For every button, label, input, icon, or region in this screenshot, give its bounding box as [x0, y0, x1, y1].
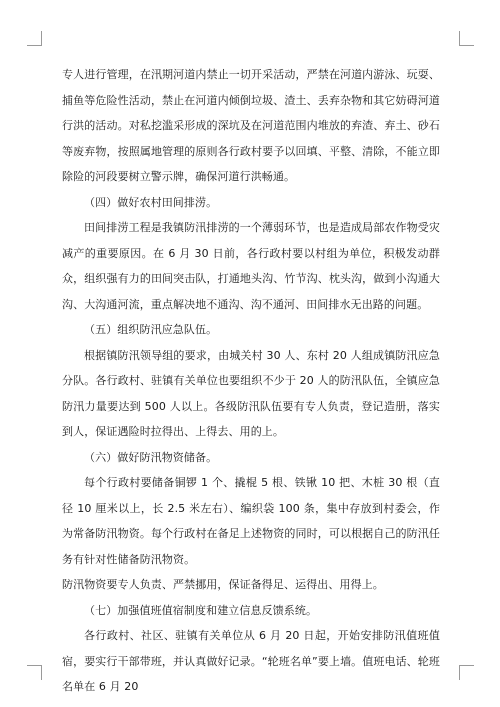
document-body — [62, 62, 440, 700]
paragraph-emergency-team: 根据镇防汛领导组的要求，由城关村 30 人、东村 20 人组成镇防汛应急分队。各行政村、驻镇有关单位也要组织不少于 20 人的防汛队伍，全镇应急防汛力量要达到 500 人以上。各级防汛队伍要有专人负责，登记造册，落实到人，保证遇险时拉得出、上得去、用的上。 — [62, 348, 440, 438]
crop-mark-bottom-right — [459, 665, 474, 680]
section-heading-7: （七）加强值班值宿制度和建立信息反馈系统。 — [84, 603, 318, 617]
paragraph-duty-system: 各行政村、社区、驻镇有关单位从 6 月 20 日起，开始安排防汛值班值宿，要实行干部带班，并认真做好记录。“轮班名单”要上墙。值班电话、轮班名单在 6 月 20 — [62, 629, 440, 693]
paragraph-supplies-management: 防汛物资要专人负责、严禁挪用，保证备得足、运得出、用得上。 — [62, 578, 384, 591]
paragraph-river-management: 专人进行管理，在汛期河道内禁止一切开采活动，严禁在河道内游泳、玩耍、捕鱼等危险性活动，禁止在河道内倾倒垃圾、渣土、丢弃杂物和其它妨碍河道行洪的活动。对私挖滥采形成的深坑及在河道范围内堆放的弃渣、弃土、砂石等废弃物，按照属地管理的原则各行政村要予以回填、平整、清除，不能立即除险的河段要树立警示牌，确保河道行洪畅通。 — [62, 68, 440, 183]
section-heading-6: （六）做好防汛物资储备。 — [84, 450, 218, 464]
crop-mark-top-right — [459, 31, 474, 46]
section-heading-5: （五）组织防汛应急队伍。 — [84, 323, 218, 336]
crop-mark-top-left — [27, 31, 42, 46]
paragraph-supplies-reserve: 每个行政村要储备铜锣 1 个、撬棍 5 根、铁锹 10 把、木桩 30 根（直径 10 厘米以上，长 2.5 米左右）、编织袋 100 条，集中存放到村委会，作为常备防汛物资。每个行政村在备足上述物资的同时，可以根据自己的防汛任务有针对性储备防汛物资。 — [62, 476, 440, 566]
section-heading-4: （四）做好农村田间排涝。 — [84, 195, 218, 209]
paragraph-field-drainage: 田间排涝工程是我镇防汛排涝的一个薄弱环节，也是造成局部农作物受灾减产的重要原因。在 6 月 30 日前，各行政村要以村组为单位，积极发动群众，组织强有力的田间突击队，打通地头沟、竹节沟、枕头沟，做到小沟通大沟、大沟通河流，重点解决地不通沟、沟不通河、田间排水无出路的问题。 — [62, 221, 440, 311]
crop-mark-bottom-left — [27, 665, 42, 680]
